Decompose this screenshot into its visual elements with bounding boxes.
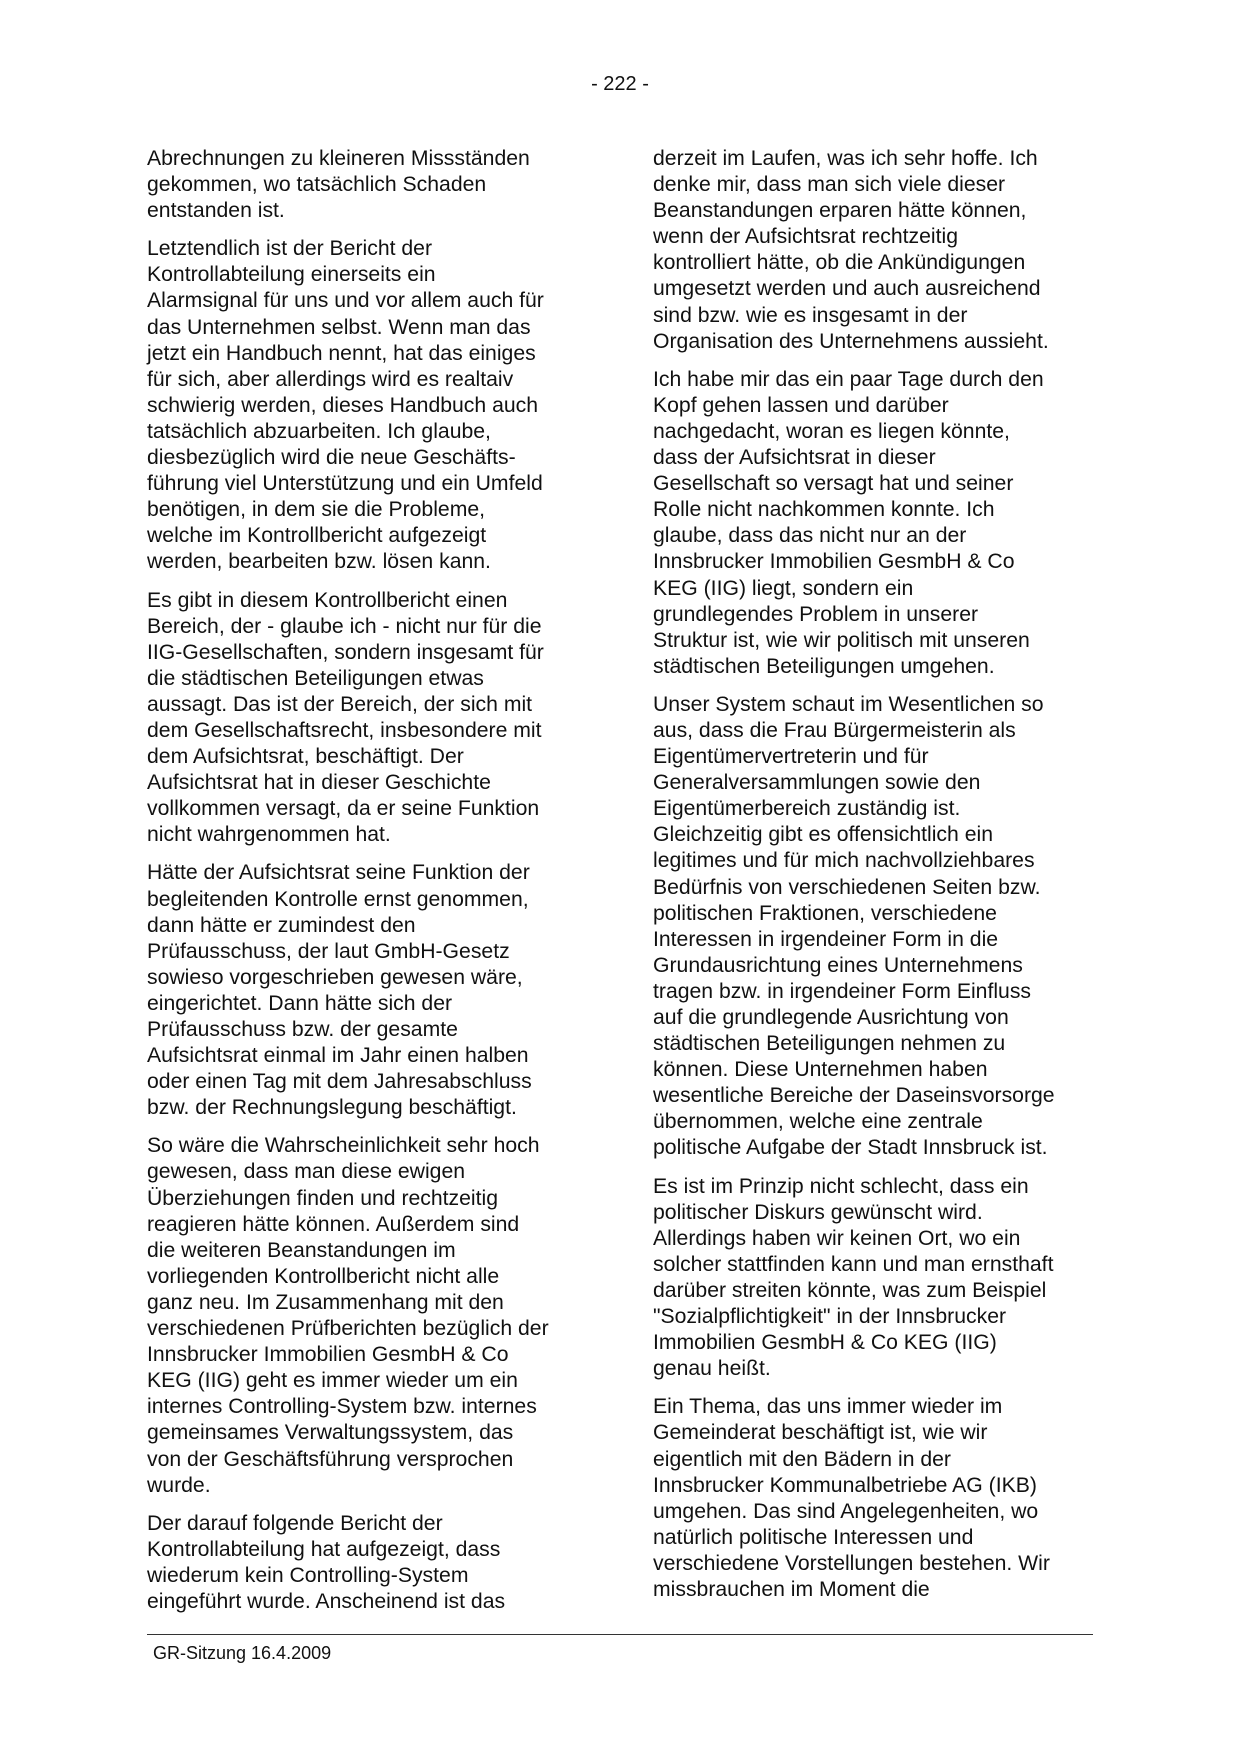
page-number: - 222 -	[591, 73, 649, 95]
paragraph: Hätte der Aufsichtsrat seine Funktion der begleitenden Kontrolle ernst genommen, dann hätte er zumindest den Prüfausschuss, der laut GmbH-Gesetz sowieso vorgeschrieben gewesen wäre, eingerichtet. Dann hätte sich der Prüfausschuss bzw. der gesamte Aufsichtsrat einmal im Jahr einen halben oder einen Tag mit dem Jahresabschluss bzw. der Rechnungslegung beschäftigt.	[147, 861, 532, 1120]
paragraph: Der darauf folgende Bericht der Kontrollabteilung hat aufgezeigt, dass wiederum kein Controlling-System eingeführt wurde. Anscheinend ist das	[147, 1511, 506, 1613]
paragraph: So wäre die Wahrscheinlichkeit sehr hoch gewesen, dass man diese ewigen Überziehungen finden und rechtzeitig reagieren hätte können. Außerdem sind die weiteren Beanstandungen im vorliegenden Kontrollbericht nicht alle ganz neu. Im Zusammenhang mit den verschiedenen Prüfberichten bezüglich der Innsbrucker Immobilien GesmbH & Co KEG (IIG) geht es immer wieder um ein internes Controlling-System bzw. internes gemeinsames Verwaltungssystem, das von der Geschäftsführung versprochen wurde.	[147, 1134, 549, 1497]
paragraph: Abrechnungen zu kleineren Missständen gekommen, wo tatsächlich Schaden entstanden ist.	[147, 147, 530, 223]
footer-text: GR-Sitzung 16.4.2009	[153, 1643, 332, 1663]
paragraph: Ein Thema, das uns immer wieder im Gemeinderat beschäftigt ist, wie wir eigentlich mit den Bädern in der Innsbrucker Kommunalbetriebe AG (IKB) umgehen. Das sind Angelegenheiten, wo natürlich politische Interessen und verschiedene Vorstellungen bestehen. Wir missbrauchen im Moment die	[653, 1395, 1050, 1601]
paragraph: Letztendlich ist der Bericht der Kontrollabteilung einerseits ein Alarmsignal für uns und vor allem auch für das Unternehmen selbst. Wenn man das jetzt ein Handbuch nennt, hat das einiges für sich, aber allerdings wird es realtaiv schwierig werden, dieses Handbuch auch tatsächlich abzuarbeiten. Ich glaube, diesbezüglich wird die neue Geschäfts- führung viel Unterstützung und ein Umfeld benötigen, in dem sie die Probleme, welche im Kontrollbericht aufgezeigt werden, bearbeiten bzw. lösen kann.	[147, 237, 544, 574]
paragraph: derzeit im Laufen, was ich sehr hoffe. Ich denke mir, dass man sich viele dieser Beanstandungen erparen hätte können, wenn der Aufsichtsrat rechtzeitig kontrolliert hätte, ob die Ankündigungen umgesetzt werden und auch ausreichend sind bzw. wie es insgesamt in der Organisation des Unternehmens aussieht.	[653, 147, 1049, 353]
paragraph: Ich habe mir das ein paar Tage durch den Kopf gehen lassen und darüber nachgedacht, woran es liegen könnte, dass der Aufsichtsrat in dieser Gesellschaft so versagt hat und seiner Rolle nicht nachkommen konnte. Ich glaube, dass das nicht nur an der Innsbrucker Immobilien GesmbH & Co KEG (IIG) liegt, sondern ein grundlegendes Problem in unserer Struktur ist, wie wir politisch mit unseren städtischen Beteiligungen umgehen.	[653, 367, 1044, 678]
paragraph: Es ist im Prinzip nicht schlecht, dass ein politischer Diskurs gewünscht wird. Allerdings haben wir keinen Ort, wo ein solcher stattfinden kann und man ernsthaft darüber streiten könnte, was zum Beispiel "Sozialpflichtigkeit" in der Innsbrucker Immobilien GesmbH & Co KEG (IIG) genau heißt.	[653, 1174, 1054, 1381]
paragraph: Es gibt in diesem Kontrollbericht einen Bereich, der - glaube ich - nicht nur für die IIG-Gesellschaften, sondern insgesamt für die städtischen Beteiligungen etwas aussagt. Das ist der Bereich, der sich mit dem Gesellschaftsrecht, insbesondere mit dem Aufsichtsrat, beschäftigt. Der Aufsichtsrat hat in dieser Geschichte vollkommen versagt, da er seine Funktion nicht wahrgenommen hat.	[147, 588, 544, 847]
right-column	[653, 146, 1095, 1615]
paragraph: Unser System schaut im Wesentlichen so aus, dass die Frau Bürgermeisterin als Eigentümervertreterin und für Generalversammlungen sowie den Eigentümerbereich zuständig ist. Gleichzeitig gibt es offensichtlich ein legitimes und für mich nachvollziehbares Bedürfnis von verschiedenen Seiten bzw. politischen Fraktionen, verschiedene Interessen in irgendeiner Form in die Grundausrichtung eines Unternehmens tragen bzw. in irgendeiner Form Einfluss auf die grundlegende Ausrichtung von städtischen Beteiligungen nehmen zu können. Diese Unternehmen haben wesentliche Bereiche der Daseinsvorsorge übernommen, welche eine zentrale politische Aufgabe der Stadt Innsbruck ist.	[653, 692, 1055, 1160]
left-column	[147, 146, 589, 1627]
footer-divider	[147, 1634, 1093, 1635]
